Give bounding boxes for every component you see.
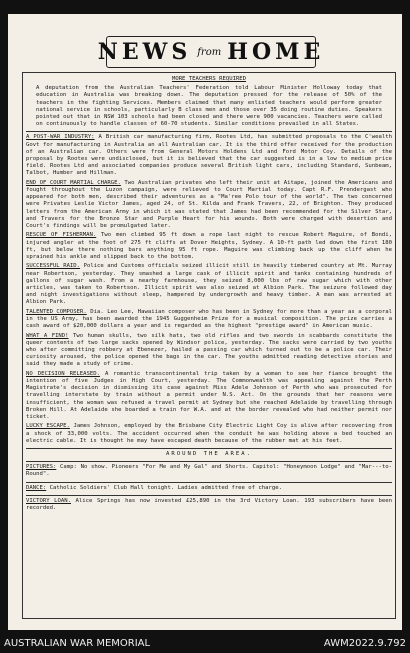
newsletter-page [8, 14, 402, 630]
news-item-body: A British car manufacturing firm, Rootes Ltd, has submitted proposals to the C'wealth Govt for manufacturing in Australia an all Australian car. It is the third offer received for the production of an Australian car. Others were from General Motors Holdens Ltd and Ford Motor Coy. Details of the proposal by Rootes were undisclosed, but it is believed that the car suggested is in a low to medium price field. Rootes Ltd and associated companies produce several British light cars, including Standard, Sunbeam, Talbot, Humber and Hillman. [26, 134, 392, 177]
news-item-heading: TALENTED COMPOSER. [26, 308, 87, 315]
news-item-heading: WHAT A FIND! [26, 332, 69, 339]
news-item-heading: END OF COURT MARTIAL CHARGE. [26, 179, 121, 186]
masthead-from: from [197, 46, 222, 58]
news-item-heading: NO DECISION RELEASED. [26, 370, 100, 377]
news-item-body: James Johnson, employed by the Brisbane City Electric Light Coy is alive after recovering from a shock of 33,000 volts. The accident occurred when the conduit he was holding above a bed touched an electric cable. It is thought he may have escaped death because of the rubber mat at his feet. [26, 423, 393, 444]
area-item-heading: VICTORY LOAN. [26, 497, 71, 504]
area-item [26, 498, 392, 512]
area-item [26, 485, 392, 492]
news-item [26, 232, 392, 261]
news-item-heading: LUCKY ESCAPE. [26, 423, 70, 430]
masthead [97, 36, 325, 68]
news-item-body: Police and Customs officials seized illicit still in heavily timbered country at Mt. Murray near Robertson, yesterday. They smashed a large cask of illicit spirit and tanks containing hundreds of gallons of sugar wash. From a nearby farmhouse, they seized 8,000 lbs of raw sugar which with other articles, was taken to Robertson. Illicit spirit was also seized at Albion Park. The seizure followed day and night investigations without sleep, hampered by undergrowth and heavy timber. A man was arrested at Albion Park. [26, 263, 393, 306]
article-column [26, 76, 392, 514]
news-item [26, 371, 392, 421]
archive-name: AUSTRALIAN WAR MEMORIAL [4, 638, 151, 649]
area-item-heading: PICTURES: [26, 464, 57, 471]
divider [26, 495, 392, 496]
divider [26, 461, 392, 462]
news-item [26, 333, 392, 369]
news-item-heading: RESCUE OF FISHERMAN. [26, 232, 97, 239]
divider [26, 482, 392, 483]
lead-article-body: A deputation from the Australian Teachers' Federation told Labour Minister Holloway today that education in Australia was breaking down. The deputation pressed for the release of 50% of the teachers in the fighting Services. Members claimed that many enlisted teachers would perform greater national service in schools, particularly B class men and those over 35 doing routine duties. Speakers pointed out that in NSW 103 schools had been closed and there were 900 vacancies. Teachers were called on continuously to handle classes of 60-70 students. Similar conditions prevailed in all States. [36, 85, 382, 128]
news-item [26, 180, 392, 230]
lead-article-title: MORE TEACHERS REQUIRED [171, 76, 247, 82]
archive-reference: AWM2022.9.792 [323, 638, 406, 649]
masthead-home: HOME [227, 39, 325, 65]
news-item [26, 309, 392, 331]
around-the-area-heading: AROUND THE AREA. [166, 451, 252, 458]
area-item-heading: DANCE: [26, 484, 47, 491]
divider [26, 448, 392, 449]
news-item-heading: A POST-WAR INDUSTRY: [26, 134, 95, 141]
divider [26, 131, 392, 132]
news-item [26, 134, 392, 177]
area-item-body: Alice Springs has now invested £25,890 in the 3rd Victory Loan. 193 subscribers have been recorded. [26, 497, 392, 512]
news-item-body: Two human skulls, two silk hats, two old rifles and two swords in scabbards constitute the queer contents of two large sacks opened by Windsor police, yesterday. The sacks were carried by two youths who after committing robbery at Ebenezer, hailed a passing car which turned out to be a police car. Their curiosity aroused, the police opened the bags in the car. The youths admitted reading detective stories and said they made a study of crime. [26, 332, 392, 368]
news-item-body: A romantic transcontinental trip taken by a woman to see her fiance brought the intention of five Judges in High Court, yesterday. The Commonwealth was appealing against the Perth Magistrate's decision in dismissing its case against Miss Adele Johnson of Perth who was prosecuted for travelling interstate by train without a permit under N.S. Act. On the grounds that her reasons were insufficient, the woman was refused a travel permit at Sydney but she reached Adelaide by travelling through Broken Hill. At Adelaide she boarded a train for W.A. and at the border revealed who had neither permit nor ticket. [26, 370, 392, 421]
area-item-body: Camp: No show. Pioneers "For Me and My Gal" and Shorts. Capitol: "Honeymoon Lodge" and "Mar---to-Round". [26, 464, 393, 478]
archive-footer [0, 634, 410, 653]
news-item-body: Two men climbed 95 ft down a rope last night to rescue Robert Maguire, of Bondi, injured angler at the foot of 275 ft cliffs at Dover Heights, Sydney. A 10-ft path led down the first 180 ft, but below there nothing bars anything 95 ft rope. Maguire was climbing back up the cliff when he sprained his ankle and slipped back to the bottom. [26, 232, 393, 261]
masthead-news: NEWS [97, 39, 192, 65]
news-item-body: Two Australian privates who left their unit at Aitape, joined the Americans and fought throughout the Luzon campaign, were relieved to Court Martial today. Capt R.F. Prendergast who appeared for both men, described their adventures as a "Ma'ree Polo tour of the world". The two concerned were Privates Leslie Victor James, aged 24, of St. Kilda and Frank Travers, 22, of Brighton. They produced letters from the American Army in which it was stated that James had been recommended for the Silver Star, and Travers for the Bronze Star and Purple Heart for his wounds. Both were charged with desertion and Court's findings will be promulgated later. [26, 179, 393, 230]
news-item-body: Dia. Leo Lee, Hawaiian composer who has been in Sydney for more than a year as a corporal in the US Army, has been awarded the 1945 Guggenheim Prize for a musical composition. The prize carries a cash award of $20,000 dollars a year and is regarded as the highest "prestige award" in American music. [26, 308, 393, 330]
news-item-heading: SUCCESSFUL RAID. [26, 263, 81, 270]
area-item [26, 464, 392, 478]
news-item [26, 263, 392, 306]
news-item [26, 423, 392, 445]
area-item-body: Catholic Soldiers' Club Hall tonight. Ladies admitted free of charge. [49, 484, 282, 491]
